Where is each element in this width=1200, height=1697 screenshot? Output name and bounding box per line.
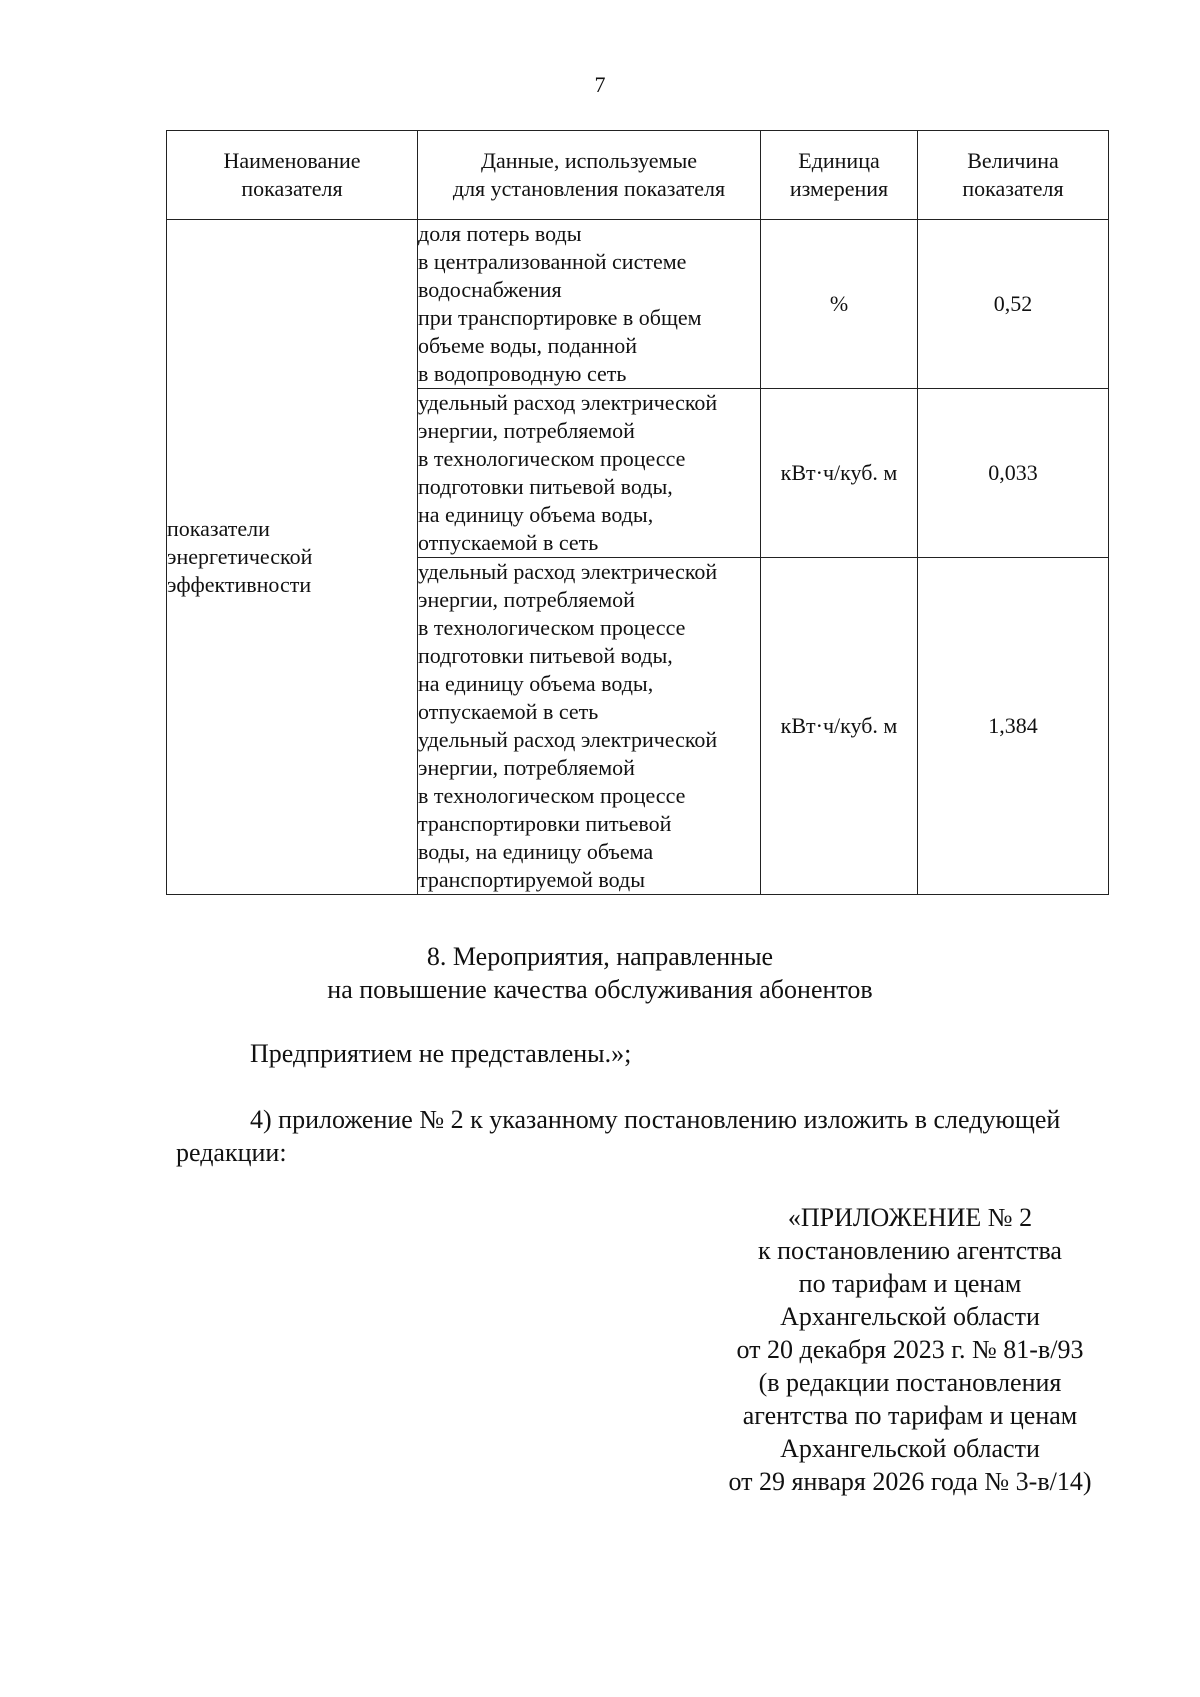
paragraph-appendix-instruction: 4) приложение № 2 к указанному постановлению изложить в следующей редакции: [176, 1105, 1061, 1167]
data-cell: удельный расход электрической энергии, потребляемой в технологическом процессе подготовки питьевой воды, на единицу объема воды, отпускаемой в сеть [418, 389, 761, 558]
paragraph-not-provided: Предприятием не представлены.»; [250, 1039, 632, 1068]
data-cell: удельный расход электрической энергии, потребляемой в технологическом процессе подготовки питьевой воды, на единицу объема воды, отпускаемой в сеть удельный расход электрической энергии, потребляемой в технологическом процессе транспортировки питьевой воды, на единицу объема транспортируемой воды [418, 558, 761, 895]
header-indicator-name: Наименование показателя [167, 131, 418, 220]
header-data-used: Данные, используемые для установления показателя [418, 131, 761, 220]
table-header-row [167, 131, 1109, 220]
indicators-table [166, 130, 1109, 895]
value-cell: 1,384 [918, 558, 1109, 895]
unit-cell: кВт·ч/куб. м [761, 389, 918, 558]
value-cell: 0,52 [918, 220, 1109, 389]
section-heading: 8. Мероприятия, направленные на повышение качества обслуживания абонентов [327, 942, 873, 1004]
page-number: 7 [594, 72, 606, 97]
indicator-group-name: показатели энергетической эффективности [167, 220, 418, 895]
table-row [167, 220, 1109, 389]
header-unit: Единица измерения [761, 131, 918, 220]
unit-cell: % [761, 220, 918, 389]
data-cell: доля потерь воды в централизованной системе водоснабжения при транспортировке в общем объеме воды, поданной в водопроводную сеть [418, 220, 761, 389]
appendix-header-block: «ПРИЛОЖЕНИЕ № 2 к постановлению агентства по тарифам и ценам Архангельской области от 20 декабря 2023 г. № 81-в/93 (в редакции постановления агентства по тарифам и ценам Архангельской области от 29 января 2026 года № 3-в/14) [728, 1203, 1092, 1496]
value-cell: 0,033 [918, 389, 1109, 558]
unit-cell: кВт·ч/куб. м [761, 558, 918, 895]
header-value: Величина показателя [918, 131, 1109, 220]
